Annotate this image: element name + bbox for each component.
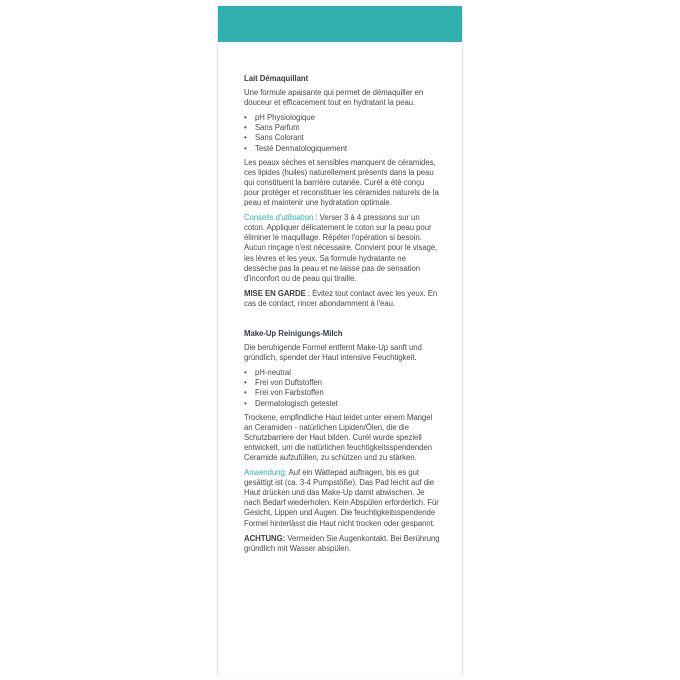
usage-fr — [244, 213, 440, 284]
bullet-item: • Dermatologisch getestet — [244, 399, 440, 409]
bullet-item: • Testé Dermatologiquement — [244, 144, 440, 154]
section-title-de: Make-Up Reinigungs-Milch — [244, 328, 343, 338]
warning-label-fr: MISE EN GARDE — [244, 288, 306, 298]
body-de: Trockene, empfindliche Haut leidet unter einem Mangel an Ceramiden - natürlichen Lipiden/Ölen, die die Schutzbarriere der Haut bilden. Curél wurde speziell entwickelt, um die natürlichen feuchtigkeitsspendenden Ceramide aufzufüllen, zu schützen und zu stärken. — [244, 412, 433, 462]
usage-label-de: Anwendung: — [244, 468, 287, 478]
warning-text-de: Vermeiden Sie Augenkontakt. Bei Berührung gründlich mit Wasser abspülen. — [244, 533, 440, 553]
bullet-item: • Sans Colorant — [244, 133, 440, 143]
bullet-item: • Frei von Farbstoffen — [244, 388, 440, 398]
intro-de: Die beruhigende Formel entfernt Make-Up sanft und gründlich, spendet der Haut intensive Feuchtigkeit. — [244, 343, 422, 363]
bullet-item: • Frei von Duftstoffen — [244, 378, 440, 388]
usage-de — [244, 468, 440, 529]
usage-text-fr: : Verser 3 à 4 pressions sur un coton. Appliquer délicatement le coton sur la peau pour éliminer le maquillage. Répéter l'opération si besoin. Aucun rinçage n'est nécessaire. Convient pour le visage, les lèvres et les yeux. Sa formule hydratante ne dessèche pas la peau et ne laisse pas de sensation d'inconfort ou de peau qui tiraille. — [244, 213, 438, 283]
usage-label-fr: Conseils d'utilisation — [244, 213, 314, 223]
body-fr: Les peaux sèches et sensibles manquent de céramides, ces lipides (huiles) naturellement présents dans la peau qui constituent la barrière cutanée. Curél a été conçu pour protéger et reconstituer les céramides naturels de la peau et maintenir une hydratation optimale. — [244, 157, 439, 208]
bullet-item: • Sans Parfum — [244, 123, 440, 133]
warning-de — [244, 534, 440, 554]
section-fr — [244, 74, 440, 309]
label-text — [244, 74, 440, 559]
usage-text-de: Auf ein Wattepad auftragen, bis es gut gesättigt ist (ca. 3-4 Pumpstöße). Das Pad leicht auf die Haut drücken und das Make-Up damit abwischen. Je nach Bedarf wiederholen. Kein Abspülen erforderlich. Für Gesicht, Lippen und Augen. Die feuchtigkeitsspendende Formel hinterlässt die Haut nicht trocken oder gespannt. — [244, 468, 439, 528]
section-de — [244, 329, 440, 554]
warning-fr — [244, 289, 440, 309]
bullet-list-fr — [244, 113, 440, 153]
intro-fr: Une formule apaisante qui permet de démaquiller en douceur et efficacement tout en hydratant la peau. — [244, 88, 424, 108]
section-title-fr: Lait Démaquillant — [244, 74, 309, 83]
product-box-panel — [217, 6, 463, 676]
bullet-item: • pH Physiologique — [244, 113, 440, 123]
accent-band — [218, 6, 462, 42]
bullet-item: • pH-neutral — [244, 368, 440, 378]
bullet-list-de — [244, 368, 440, 408]
warning-label-de: ACHTUNG: — [244, 533, 286, 543]
warning-text-fr: : Évitez tout contact avec les yeux. En cas de contact, rincer abondamment à l'eau. — [244, 288, 438, 308]
